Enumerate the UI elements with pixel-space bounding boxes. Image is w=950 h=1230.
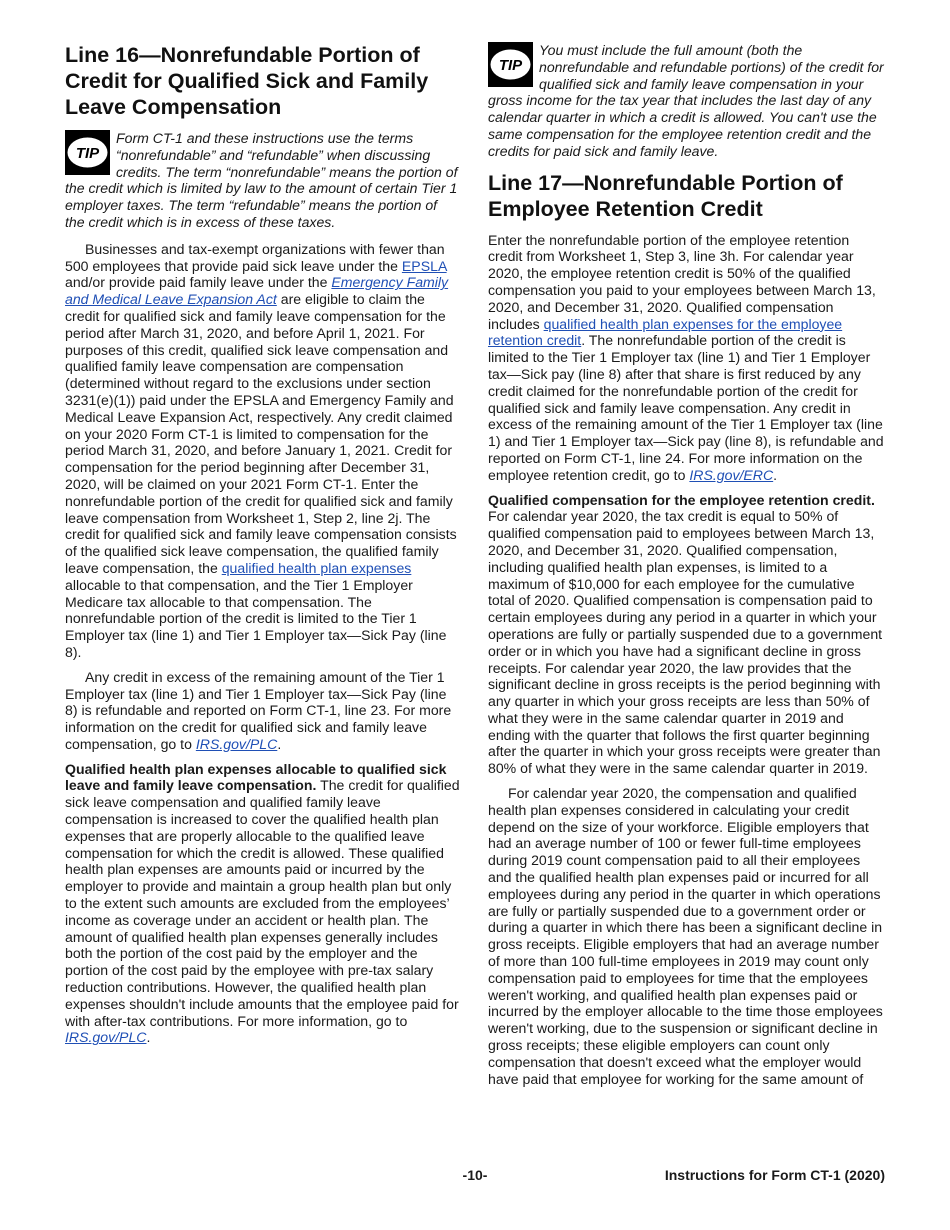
line16-paragraph-3: Qualified health plan expenses allocable to qualified sick leave and family leave compensation. The credit for qualified sick leave compensation and qualified family leave compensation is increased to cover the qualified health plan expenses that are properly allocable to the qualified leave compensation for which the credit is allowed. These qualified health plan expenses are amounts paid or incurred by the employer to provide and maintain a group health plan but only to the extent such amounts are excluded from the employees’ income as coverage under an accident or health plan. The amount of qualified health plan expenses generally includes both the portion of the cost paid by the employer and the portion of the cost paid by the employee with pre-tax salary reduction contributions. However, the qualified health plan expenses shouldn't include amounts that the employee paid for with after-tax contributions. For more information, go to IRS.gov/PLC. (65, 760, 460, 1046)
right-column (488, 42, 885, 1095)
line17-paragraph-2: Qualified compensation for the employee retention credit. For calendar year 2020, the tax credit is equal to 50% of qualified compensation paid to employees between March 13, 2020, and December 31, 2020. Qualified compensation, including qualified health plan expenses, is limited to a maximum of $10,000 for each employee for the cumulative total of 2020. Qualified compensation is compensation paid to certain employees during any period in a quarter in which your operations are fully or partially suspended due to a government order or in which you have had a significant decline in gross receipts. For calendar year 2020, the law provides that the significant decline in gross receipts is the period beginning with any quarter in which your gross receipts are less than 50% of what they were in the same calendar quarter in 2019 and ending with the quarter that follows the first quarter beginning after the quarter in which your gross receipts were greater than 80% of what they were in the same calendar quarter in 2019. (488, 491, 883, 777)
qualified-health-plan-erc-link[interactable]: qualified health plan expenses for the employee retention credit (488, 315, 843, 349)
qualified-compensation-subheading: Qualified compensation for the employee retention credit. (488, 491, 875, 508)
tip-label: TIP (498, 57, 523, 74)
irs-erc-link[interactable]: IRS.gov/ERC (689, 466, 774, 483)
line16-paragraph-2: Any credit in excess of the remaining amount of the Tier 1 Employer tax (line 1) and Tier 1 Employer tax—Sick Pay (line 8) is refundable and reported on Form CT-1, line 23. For more information on the credit for qualified sick and family leave compensation, go to IRS.gov/PLC. (65, 668, 452, 752)
line17-paragraph-1: Enter the nonrefundable portion of the employee retention credit from Worksheet 1, Step 3, line 3h. For calendar year 2020, the employee retention credit is 50% of the qualified compensation you paid to your employees between March 13, 2020, and December 31, 2020. Qualified compensation includes qualified health plan expenses for the employee retention credit. The nonrefundable portion of the credit is limited to the Tier 1 Employer tax (line 1) and Tier 1 Employer tax—Sick pay (line 8) after that share is first reduced by any credit claimed for the nonrefundable portion of the credit for qualified sick and family leave compensation. Any credit in excess of the remaining amount of the Tier 1 Employer tax (line 1) and Tier 1 Employer tax—Sick pay (line 8), is refundable and reported on Form CT-1, line 24. For more information on the employee retention credit, go to IRS.gov/ERC. (488, 231, 884, 483)
document-title: Instructions for Form CT-1 (2020) (664, 1167, 885, 1183)
irs-plc-link-1[interactable]: IRS.gov/PLC (195, 735, 278, 752)
tip-icon (65, 130, 110, 175)
qualified-health-plan-expenses-link[interactable]: qualified health plan expenses (221, 559, 412, 576)
line17-heading: Line 17—Nonrefundable Portion of Employee Retention Credit (488, 170, 843, 221)
tip-box-gross-income (488, 42, 885, 160)
emergency-family-act-link[interactable]: Emergency Family and Medical Leave Expansion Act (65, 274, 449, 308)
line17-paragraph-3: For calendar year 2020, the compensation and qualified health plan expenses considered in calculating your credit depend on the size of your workforce. Eligible employers that had an average number of 100 or fewer full-time employees during 2019 count compensation paid to all their employees and the qualified health plan expenses paid or incurred for all employees during any period in the quarter in which operations are fully or partially suspended due to a government order or during a quarter in which there has been a significant decline in gross receipts. Eligible employers that had an average number of more than 100 full-time employees in 2019 may count only compensation paid to employees for time that the employees weren't working, and qualified health plan expenses paid or incurred by the employer allocable to the time those employees weren't working, due to the suspension or significant decline in gross receipts; these eligible employers can count only compensation that doesn't exceed what the employer would have paid that employee for working for the same amount of (488, 785, 883, 1087)
tip-box-line16 (65, 130, 460, 231)
qualified-health-plan-subheading: Qualified health plan expenses allocable to qualified sick leave and family leave compensation. (65, 760, 447, 794)
tip-label: TIP (75, 145, 100, 162)
page-number: -10- (462, 1167, 488, 1183)
tip-text-line16: Form CT-1 and these instructions use the terms “nonrefundable” and “refundable” when discussing credits. The term “nonrefundable” means the portion of the credit which is limited by law to the amount of certain Tier 1 employer taxes. The term “refundable” means the portion of the credit which is in excess of these taxes. (65, 130, 458, 230)
line16-heading: Line 16—Nonrefundable Portion of Credit for Qualified Sick and Family Leave Compensation (65, 43, 429, 119)
left-column (65, 42, 460, 1054)
tip-text-gross-income: You must include the full amount (both the nonrefundable and refundable portions) of the credit for qualified sick and family leave compensation in your gross income for the tax year that includes the last day of any calendar quarter in which a credit is allowed. You can't use the same compensation for the employee retention credit and the credits for paid sick and family leave. (488, 42, 884, 159)
line16-paragraph-1: Businesses and tax-exempt organizations with fewer than 500 employees that provide paid sick leave under the EPSLA and/or provide paid family leave under the Emergency Family and Medical Leave Expansion Act are eligible to claim the credit for qualified sick and family leave compensation for the period after March 31, 2020, and before April 1, 2021. For purposes of this credit, qualified sick leave compensation and qualified family leave compensation are compensation (determined without regard to the exclusions under section 3231(e)(1)) paid under the EPSLA and Emergency Family and Medical Leave Expansion Act, respectively. Any credit claimed on your 2020 Form CT-1 is limited to compensation for the period March 31, 2020, and before January 1, 2021. Credit for compensation for the period beginning after December 31, 2020, will be claimed on your 2021 Form CT-1. Enter the nonrefundable portion of the credit for qualified sick and family leave compensation from Worksheet 1, Step 2, line 2j. The credit for qualified sick and family leave compensation consists of the qualified sick leave compensation, the qualified family leave compensation, the qualified health plan expenses allocable to that compensation, and the Tier 1 Employer Medicare tax allocable to that compensation. The nonrefundable portion of the credit is limited to the Tier 1 Employer tax (line 1) and Tier 1 Employer tax—Sick Pay (line 8). (65, 240, 457, 660)
tip-icon (488, 42, 533, 87)
irs-plc-link-2[interactable]: IRS.gov/PLC (65, 1029, 147, 1046)
epsla-link[interactable]: EPSLA (401, 257, 447, 274)
